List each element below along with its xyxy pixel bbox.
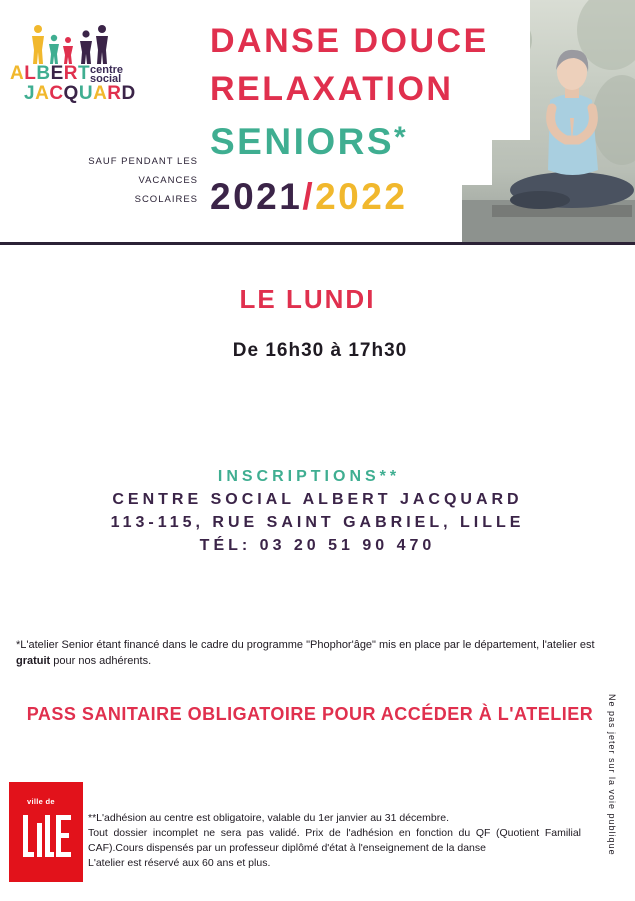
registration-address: 113-115, RUE SAINT GABRIEL, LILLE: [110, 514, 525, 531]
logo-jacquard-text: JACQUARD: [24, 83, 136, 104]
lille-wordmark-icon: [23, 815, 71, 857]
logo-albert-text: ALBERT: [10, 63, 91, 84]
footnote-line-2: Tout dossier incomplet ne sera pas validé. Prix de l'adhésion en fonction du QF (Quotient Familial CAF).Cours dispensés par un professeur diplômé d'état à l'enseignement de la danse: [88, 827, 581, 854]
logo-social-text: social: [90, 73, 122, 85]
logo-centre-text: centre: [90, 64, 124, 76]
title-line-relaxation: RELAXATION: [210, 70, 454, 108]
season-slash: /: [302, 176, 316, 217]
seniors-asterisk: *: [394, 121, 409, 154]
funding-note: [16, 637, 621, 669]
session-day: LE LUNDI: [239, 284, 376, 314]
registration-phone: TÉL: 03 20 51 90 470: [199, 537, 436, 554]
registration-title: INSCRIPTIONS**: [217, 468, 401, 485]
title-line-seniors: [210, 121, 408, 163]
ville-de-text: ville de: [27, 797, 55, 806]
except-line-2: VACANCES: [138, 175, 198, 186]
funding-note-free: gratuit: [16, 655, 51, 667]
litter-notice-text: Ne pas jeter sur la voie publique: [607, 694, 617, 856]
footnote-line-1: **L'adhésion au centre est obligatoire, valable du 1er janvier au 31 décembre.: [88, 812, 449, 824]
except-line-1: SAUF PENDANT LES: [88, 156, 198, 167]
registration-centre-name: CENTRE SOCIAL ALBERT JACQUARD: [112, 491, 523, 508]
footnote-line-3: L'atelier est réservé aux 60 ans et plus.: [88, 857, 271, 869]
funding-note-text: *L'atelier Senior étant financé dans le cadre du programme "Phophor'âge" mis en place par le département, l'atelier est: [16, 639, 595, 651]
title-line-danse-douce: DANSE DOUCE: [210, 22, 489, 60]
season-year-end: 2022: [315, 176, 408, 217]
seniors-text: SENIORS: [210, 121, 395, 162]
health-pass-notice: PASS SANITAIRE OBLIGATOIRE POUR ACCÉDER À L'ATELIER: [26, 704, 594, 724]
funding-note-end: pour nos adhérents.: [50, 655, 152, 667]
membership-footnote: [88, 811, 581, 871]
litter-notice: [604, 694, 622, 874]
except-line-3: SCOLAIRES: [134, 194, 198, 205]
header-divider: [0, 242, 635, 245]
ville-de-lille-logo: [9, 782, 83, 882]
photo-frame-cutout: [462, 0, 530, 140]
session-time: De 16h30 à 17h30: [232, 340, 408, 361]
school-holidays-note: [70, 152, 198, 209]
photo-frame-cutout-step: [462, 140, 492, 185]
season-year-start: 2021: [210, 176, 303, 217]
family-figures-icon: [30, 24, 120, 66]
title-season: [210, 176, 407, 218]
centre-social-logo: [10, 24, 135, 110]
